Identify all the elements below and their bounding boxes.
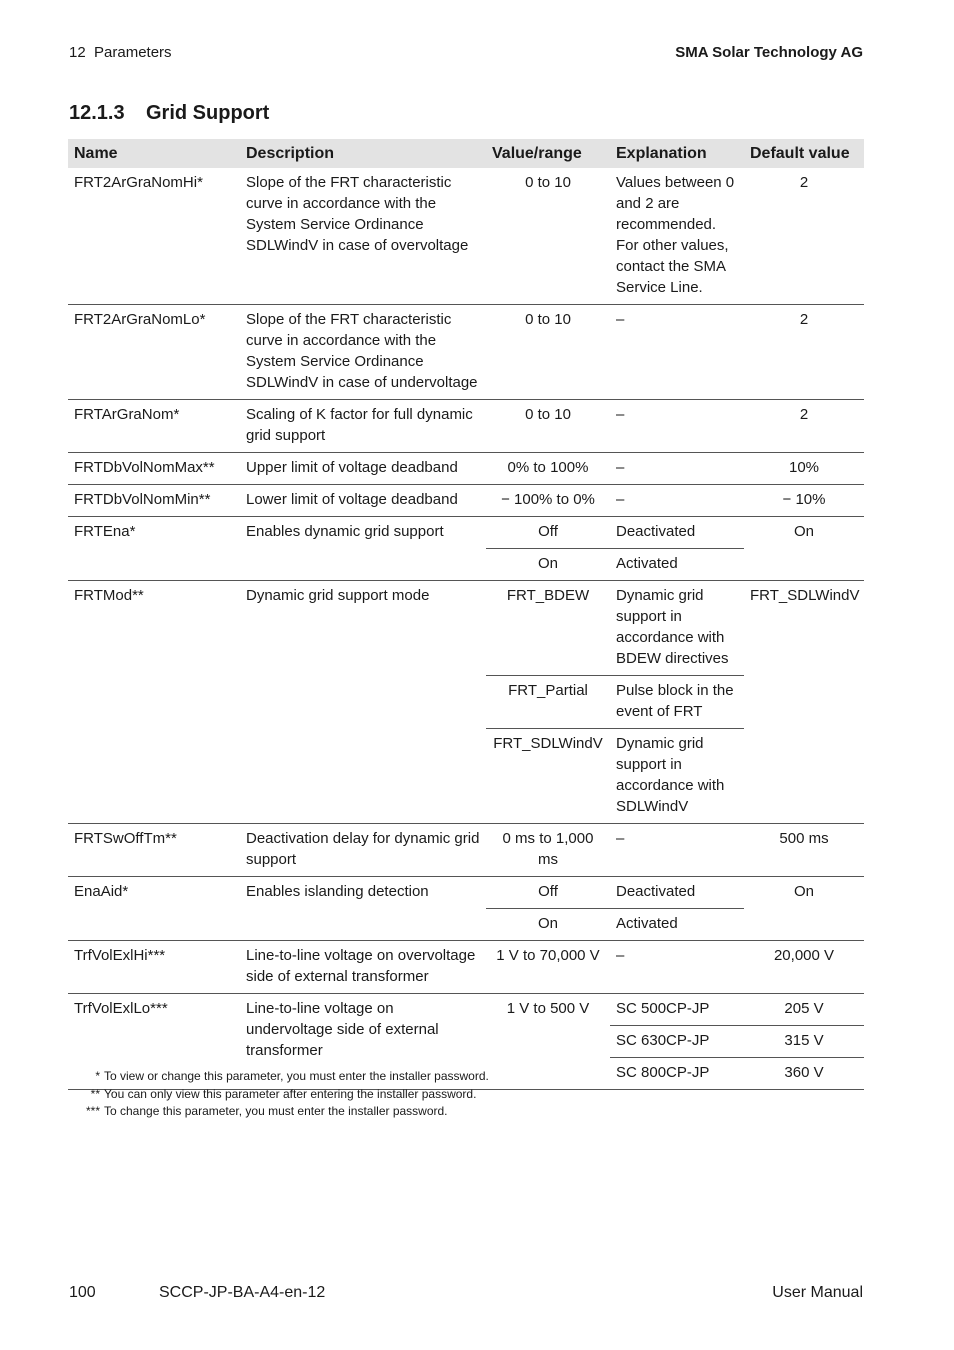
parameter-explanation: – (610, 485, 744, 517)
parameter-default: 360 V (744, 1058, 864, 1090)
parameter-value-range: 1 V to 70,000 V (486, 941, 610, 994)
table-row (68, 994, 864, 1026)
parameter-description: Scaling of K factor for full dynamic grid support (240, 400, 486, 453)
parameter-description: Line-to-line voltage on undervoltage side of external transformer (240, 994, 486, 1090)
table-row (68, 877, 864, 909)
parameter-value-range: 1 V to 500 V (486, 994, 610, 1090)
column-header-default-value: Default value (744, 139, 864, 168)
parameter-value-range: On (486, 909, 610, 941)
parameter-explanation: Pulse block in the event of FRT (610, 676, 744, 729)
table-row (68, 400, 864, 453)
parameter-name: FRTArGraNom* (68, 400, 240, 453)
parameter-value-range: 0 ms to 1,000 ms (486, 824, 610, 877)
parameter-value-range: Off (486, 517, 610, 549)
column-header-value-range: Value/range (486, 139, 610, 168)
parameter-name: FRTSwOffTm** (68, 824, 240, 877)
parameter-explanation: SC 800CP-JP (610, 1058, 744, 1090)
parameter-value-range: 0 to 10 (486, 168, 610, 305)
parameter-default: 315 V (744, 1026, 864, 1058)
parameter-name: TrfVolExlHi*** (68, 941, 240, 994)
table-row (68, 581, 864, 676)
parameter-value-range: 0 to 10 (486, 400, 610, 453)
column-header-description: Description (240, 139, 486, 168)
parameter-explanation: – (610, 453, 744, 485)
parameter-name: TrfVolExlLo*** (68, 994, 240, 1090)
parameter-name: FRT2ArGraNomHi* (68, 168, 240, 305)
parameter-default: FRT_SDLWindV (744, 581, 864, 824)
parameter-explanation: – (610, 305, 744, 400)
section-number: 12.1.3 (69, 102, 125, 124)
parameter-value-range: 0% to 100% (486, 453, 610, 485)
parameter-description: Enables islanding detection (240, 877, 486, 941)
parameter-name: FRTMod** (68, 581, 240, 824)
parameter-description: Line-to-line voltage on overvoltage side of external transformer (240, 941, 486, 994)
parameter-explanation: Activated (610, 909, 744, 941)
parameter-name: FRTDbVolNomMin** (68, 485, 240, 517)
parameter-explanation: Deactivated (610, 517, 744, 549)
parameters-table (68, 139, 864, 1090)
column-header-name: Name (68, 139, 240, 168)
table-row (68, 941, 864, 994)
page-number: 100 (69, 1284, 96, 1301)
footnote (76, 1086, 489, 1104)
parameter-explanation: Dynamic grid support in accordance with BDEW directives (610, 581, 744, 676)
parameter-value-range: − 100% to 0% (486, 485, 610, 517)
parameter-default: 20,000 V (744, 941, 864, 994)
footnote (76, 1068, 489, 1086)
parameter-default: 2 (744, 400, 864, 453)
parameter-default: On (744, 517, 864, 581)
running-header-chapter: 12 Parameters (69, 44, 172, 61)
parameter-name: FRT2ArGraNomLo* (68, 305, 240, 400)
parameter-default: 10% (744, 453, 864, 485)
document-code: SCCP-JP-BA-A4-en-12 (159, 1284, 326, 1301)
parameter-description: Dynamic grid support mode (240, 581, 486, 824)
parameter-explanation: – (610, 824, 744, 877)
section-heading (69, 102, 269, 125)
footnote-text: You can only view this parameter after entering the installer password. (104, 1086, 477, 1101)
parameter-explanation: Values between 0 and 2 are recommended. For other values, contact the SMA Service Line. (610, 168, 744, 305)
parameter-value-range: FRT_BDEW (486, 581, 610, 676)
table-row (68, 305, 864, 400)
parameter-value-range: FRT_Partial (486, 676, 610, 729)
footnote-text: To change this parameter, you must enter the installer password. (104, 1104, 448, 1118)
footnote-marker: *** (85, 1104, 100, 1118)
parameter-description: Slope of the FRT characteristic curve in accordance with the System Service Ordinance SDLWindV in case of overvoltage (240, 168, 486, 305)
parameter-default: − 10% (744, 485, 864, 517)
table-row (68, 824, 864, 877)
parameter-default: 2 (744, 168, 864, 305)
parameter-value-range: Off (486, 877, 610, 909)
parameter-explanation: SC 630CP-JP (610, 1026, 744, 1058)
footnotes (76, 1068, 489, 1121)
footnote (76, 1103, 489, 1121)
document-type: User Manual (772, 1284, 863, 1301)
section-title: Grid Support (146, 102, 270, 124)
parameter-description: Upper limit of voltage deadband (240, 453, 486, 485)
parameter-explanation: Activated (610, 549, 744, 581)
parameter-name: FRTDbVolNomMax** (68, 453, 240, 485)
parameter-name: EnaAid* (68, 877, 240, 941)
parameter-description: Deactivation delay for dynamic grid support (240, 824, 486, 877)
parameter-explanation: Dynamic grid support in accordance with SDLWindV (610, 729, 744, 824)
footnote-marker: ** (90, 1086, 100, 1101)
parameter-default: On (744, 877, 864, 941)
parameter-default: 500 ms (744, 824, 864, 877)
parameter-value-range: On (486, 549, 610, 581)
parameter-description: Enables dynamic grid support (240, 517, 486, 581)
parameter-default: 205 V (744, 994, 864, 1026)
parameter-name: FRTEna* (68, 517, 240, 581)
table-row (68, 453, 864, 485)
footnote-marker: * (95, 1069, 100, 1083)
parameter-value-range: 0 to 10 (486, 305, 610, 400)
footnote-text: To view or change this parameter, you must enter the installer password. (104, 1069, 489, 1083)
table-row (68, 517, 864, 549)
parameter-description: Slope of the FRT characteristic curve in accordance with the System Service Ordinance SDLWindV in case of undervoltage (240, 305, 486, 400)
parameter-default: 2 (744, 305, 864, 400)
table-row (68, 485, 864, 517)
parameter-value-range: FRT_SDLWindV (486, 729, 610, 824)
parameter-explanation: – (610, 941, 744, 994)
parameter-explanation: Deactivated (610, 877, 744, 909)
parameter-description: Lower limit of voltage deadband (240, 485, 486, 517)
table-row (68, 168, 864, 305)
parameter-explanation: – (610, 400, 744, 453)
parameter-explanation: SC 500CP-JP (610, 994, 744, 1026)
table-header-row (68, 139, 864, 168)
running-header-company: SMA Solar Technology AG (675, 44, 863, 61)
column-header-explanation: Explanation (610, 139, 744, 168)
